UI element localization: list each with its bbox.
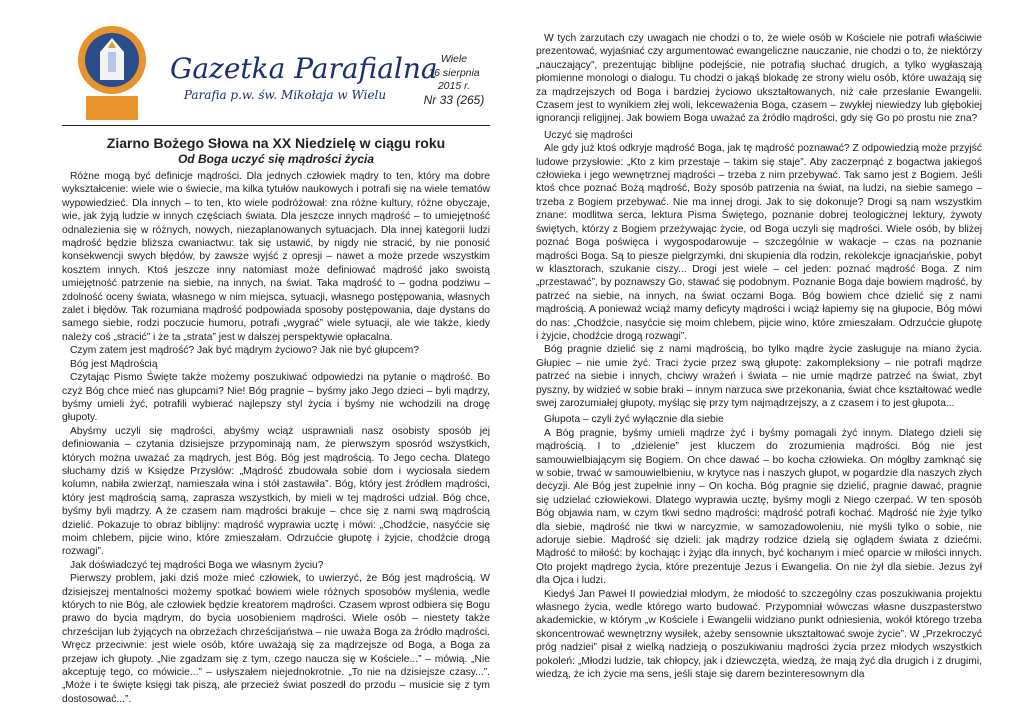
section-heading: Jak doświadczyć tej mądrości Boga we własnym życiu?	[70, 559, 324, 571]
paragraph: Bóg pragnie dzielić się z nami mądrością, bo tylko mądre życie zasługuje na miano życia. Głupiec – nie umie żyć. Traci życie przez swą głupotę: zakompleksiony – nie potrafi mądrze patrzeć na siebie i innych, chciwy wrażeń i świata – nie umie mądrze patrzeć na świat, zbyt pyszny, by widzieć w sobie braki – innym narzuca swe przekonania, świat chce kształtować wedle swej zarozumiałej głupoty, myśląc się przy tym najmądrzejszy, a z czasem i to jest głupota...	[536, 344, 982, 409]
section-heading: Bóg jest Mądrością	[70, 358, 158, 370]
article-right	[536, 32, 982, 682]
left-column	[62, 0, 490, 705]
masthead	[62, 0, 490, 125]
issue-info	[414, 53, 494, 107]
paragraph: Czym zatem jest mądrość? Jak być mądrym życiowo? Jak nie być głupcem?	[70, 345, 420, 357]
paragraph: Pierwszy problem, jaki dziś może mieć człowiek, to uwierzyć, że Bóg jest mądrością. W dzisiejszej mentalności możemy spotkać bowiem wiele różnych sposobów myślenia, wedle których to nie Bóg, ale człowiek będzie kreatorem mądrości. Czasem wprost odbiera się Bogu prawo do bycia mądrym, do bycia uosobieniem mądrości. Wiele osób – niestety także chrześcijan lub żyjących na obrzeżach chrześcijaństwa – nie uważa Boga za źródło mądrości. Wręcz przeciwnie: jest wiele osób, które uważają się za mądrzejsze od Boga, a Boga za przejaw ich głupoty. „Nie zgadzam się z tym, czego naucza się w Kościele...” – mówią. „Nie akceptuję tego, co mówicie...” – usłyszałem niejednokrotnie. „To nie na dzisiejsze czasy...”. „Może i te święte księgi tak piszą, ale przecież świat poszedł do przodu – musicie się z tym dostosować...”.	[62, 573, 490, 705]
parish-subtitle: Parafia p.w. św. Mikołaja w Wielu	[183, 88, 387, 102]
section-heading: Głupota – czyli żyć wyłącznie dla siebie	[544, 414, 724, 426]
issue-number: Nr 33 (265)	[423, 92, 485, 107]
paragraph: Kiedyś Jan Paweł II powiedział młodym, że młodość to szczególny czas poszukiwania projektu własnego życia, wedle którego warto budować. Przypomniał wówczas własne duszpasterstwo akademickie, w którym „w Kościele i Ewangelii widziano punkt odniesienia, wokół którego trzeba skoncentrować wewnętrzny wysiłek, ażeby sensownie ukształtować swoje życie”. W „Przekroczyć próg nadziei” pisał z wielką nadzieją o poszukiwaniu mądrości życia przez młodych wszystkich pokoleń: „Młodzi ludzie, tak chłopcy, jak i dziewczęta, wiedzą, że mają żyć dla drugich i z drugimi, wiedzą, że ich życie ma sens, jeśli staje się darem bezinteresownym dla	[536, 588, 982, 681]
paragraph: Czytając Pismo Święte także możemy poszukiwać odpowiedzi na pytanie o mądrość. Bo czyż Bóg chce mieć nas głupcami? Nie! Bóg pragnie – byśmy jako Jego dzieci – byli mądrzy, byśmy umieli żyć, potrafili wybierać najlepszy styl życia i byśmy nie wchodzili na drogę głupoty.	[62, 372, 490, 424]
newsletter-title: Gazetka Parafialna	[170, 52, 438, 85]
parish-logo	[72, 22, 152, 122]
paragraph: W tych zarzutach czy uwagach nie chodzi o to, że wiele osób w Kościele nie potrafi właściwie prezentować, wyjaśniać czy argumentować ewangeliczne nauczanie, nie chodzi o to, że niektórzy „nauczający”, prezentując biblijne podejście, nie potrafią słuchać drugich, a tylko wygłaszają płomienne monologi o dialogu. Tu chodzi o jakąś blokadę ze strony wielu osób, które uważają się za mądrzejszych od Boga i bardziej życiowo ukształtowanych, niż całe przesłanie Ewangelii. Czasem jest to wynikiem złej woli, lekceważenia Boga, czasem – zwykłej niewiedzy lub głębokiej ignorancji religijnej. Jak bowiem Boga uważać za źródło mądrości, gdy się Go po prostu nie zna?	[536, 33, 982, 125]
article-left	[62, 135, 490, 706]
article-subtitle: Od Boga uczyć się mądrości życia	[177, 152, 375, 166]
masthead-title-block	[170, 52, 438, 102]
article-title: Ziarno Bożego Słowa na XX Niedzielę w ciągu roku	[106, 135, 446, 151]
issue-year: 2015 r.	[437, 80, 471, 92]
paragraph: A Bóg pragnie, byśmy umieli mądrze żyć i byśmy pomagali żyć innym. Dlatego dzieli się mądrością. I to „dzielenie” jest kluczem do zrozumienia mądrości. Bóg nie jest samouwielbiającym się Bogiem. On chce dawać – bo kocha człowieka. On mógłby zamknąć się w sobie, trwać w samouwielbieniu, w krytyce nas i naszych głupot, w pogardzie dla naszych złych decyzji. Ale Bóg jest zupełnie inny – On kocha. Bóg pragnie się dzielić, pragnie dawać, pragnie się udzielać człowiekowi. Dlatego wyprawia ucztę, byśmy mogli z Niego czerpać. W ten sposób Bóg objawia nam, w czym tkwi sedno mądrości: mądrość potrafi kochać. Mądrość nie żyje tylko dla siebie, mądrość nie tkwi w narcyzmie, w samozadowoleniu, nie myśli tylko o sobie, nie adoruje siebie. Mądrość się dzieli: jak mądrzy rodzice dzielą się oglądem świata z dziećmi. Mądrość to miłość: by kochając i żyjąc dla innych, być kochanym i mieć oparcie w miłości innych. Oto projekt mądrego życia, które prezentuje Jezus i Ewangelia. On nie żył dla siebie. Jezus żył dla Ojca i ludzi.	[536, 427, 982, 587]
section-heading: Uczyć się mądrości	[544, 129, 633, 141]
paragraph: Różne mogą być definicje mądrości. Dla jednych człowiek mądry to ten, który ma dobre wykształcenie: wiele wie o świecie, ma kilka tytułów naukowych i potrafi się na wiele tematów wypowiedzieć. Dla innych – to ten, kto wiele podróżował: zna różne kultury, różne obyczaje, wie, jak żyją ludzie w innych częściach świata. Dla jeszcze innych mądrość – to umiejętność odnalezienia się w różnych, nowych, niezaplanowanych sytuacjach. Dla innej kategorii ludzi mądrość będzie bliższa cwaniactwu: tak się ustawić, by nigdy nie stracić, by nie ponosić konsekwencji swych błędów, by zawsze wyjść z opresji – nawet a może przede wszystkim kosztem innych. Ktoś jeszcze inny natomiast może definiować mądrość jako swoistą umiejętność patrzenie na siebie, na innych, na świat. Taka mądrość to – godna podziwu – zdolność oceny świata, własnego w nim miejsca, sytuacji, własnego postępowania, własnych zalet i błędów. Tak rozumiana mądrość podpowiada sposoby postępowania, daje dystans do samego siebie, rodzi poczucie humoru, potrafi „wygrać” wiele sytuacji, ale wie także, kiedy należy coś „stracić” i że ta „strata” jest w dalszej perspektywie opłacalna.	[62, 171, 490, 343]
paragraph: Ale gdy już ktoś odkryje mądrość Boga, jak tę mądrość poznawać? Z odpowiedzią może przyjść ludowe przysłowie: „Kto z kim przestaje – takim się staje”. Aby zaczerpnąć z bogactwa jakiegoś człowieka i jego wewnętrznej mądrości – trzeba z nim przebywać. Tak samo jest z Bogiem. Jeśli ktoś chce poznać Bożą mądrość, Boży sposób patrzenia na świat, na ludzi, na siebie samego – trzeba z Bogiem przebywać. Nie ma innej drogi. Jak to się dokonuje? Drogi są nam wszystkim znane: modlitwa serca, lektura Pisma Świętego, poznanie dobrej teologicznej lektury, żywoty świętych, którzy z Bogiem przeżywając życie, od Boga uczyli się mądrości. Wiele osób, by bliżej poznać Boga poświęca i wygospodarowuje – szczególnie w wakacje – czas na poznanie mądrości Boga. Są to piesze pielgrzymki, dni skupienia dla rodzin, rekolekcje ignacjańskie, pobyt w klasztorach, szukanie ciszy... Drogi jest wiele – cel jeden: poznać mądrość Boga. Z nim „przestawać”, by poznawszy Go, stawać się podobnym. Poznanie Boga daje bowiem mądrość, by patrzeć na siebie, na innych, na świat oczami Boga. Bóg bowiem chce dzielić się z nami mądrością. A ponieważ wciąż mamy deficyty mądrości i wciąż łapiemy się na głupocie, Bóg mówi do nas: „Chodźcie, nasyćcie się moim chlebem, pijcie wino, które zmieszałam. Odrzućcie głupotę i żyjcie, chodźcie drogą rozwagi”.	[536, 143, 982, 342]
issue-place: Wiele	[440, 53, 468, 65]
issue-date: 16 sierpnia	[428, 66, 480, 79]
paragraph: Abyśmy uczyli się mądrości, abyśmy wciąż usprawniali nasz osobisty sposób jej definiowania – czytania dzisiejsze przypominają nam, że pierwszym sposród wszystkich, których można uważać za mądrych, jest Bóg. Bóg jest mądrością. To Jego cecha. Dlatego słuchamy dziś w Księdze Przysłów: „Mądrość zbudowała sobie dom i wyciosała siedem kolumn, nabiła zwierząt, namieszała wina i stół zastawiła”. Bóg, który jest źródłem mądrości, który jest mądrością samą, zaprasza wszystkich, by mieli w tej mądrości udział. Bóg chce, byśmy byli mądrzy. A że czasem nam mądrości brakuje – chce się z nami swą mądrością dzielić. Pokazuje to obraz biblijny: mądrość wyprawia ucztę i mówi: „Chodźcie, nasyćcie się moim chlebem, pijcie wino, które zmieszałam. Odrzućcie głupotę i żyjcie, chodźcie drogą rozwagi”.	[62, 425, 490, 558]
masthead-divider	[62, 125, 490, 126]
